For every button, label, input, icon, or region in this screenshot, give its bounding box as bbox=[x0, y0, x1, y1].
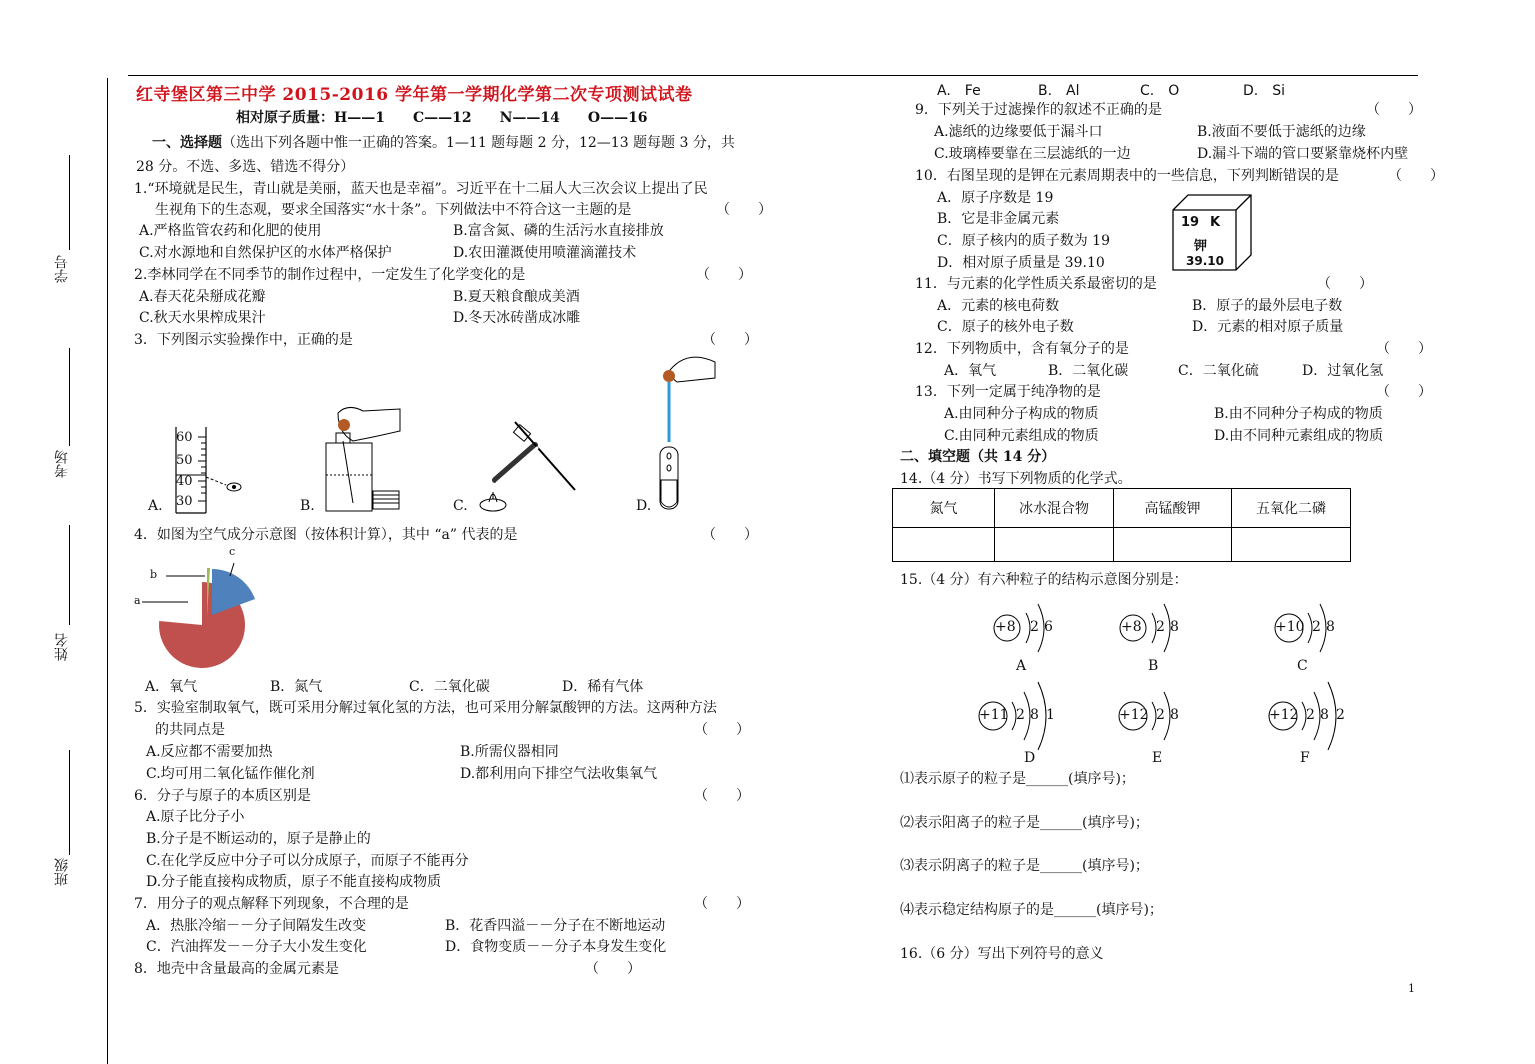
heating-test-tube-image bbox=[475, 420, 580, 515]
q14-header-row bbox=[893, 489, 1351, 528]
class-label: 班级 bbox=[54, 858, 70, 886]
particle-c-shell-2: 8 bbox=[1326, 619, 1335, 635]
q15-stem: 15.（4 分）有六种粒子的结构示意图分别是： bbox=[900, 572, 1188, 588]
q9-option-d: D.漏斗下端的管口要紧靠烧杯内壁 bbox=[1197, 146, 1409, 162]
q13-option-a: A.由同种分子构成的物质 bbox=[944, 406, 1099, 422]
particle-f-shell-3: 2 bbox=[1336, 707, 1345, 723]
q5-option-a: A.反应都不需要加热 bbox=[146, 744, 273, 760]
particle-d-shell-2: 8 bbox=[1030, 707, 1039, 723]
q7-stem: 7．用分子的观点解释下列现象，不合理的是 bbox=[134, 896, 409, 912]
q8-answer-paren: （ ） bbox=[585, 961, 641, 977]
q2-option-c: C.秋天水果榨成果汁 bbox=[139, 310, 266, 326]
q1-option-d: D.农田灌溉使用喷灌滴灌技术 bbox=[453, 245, 637, 261]
particle-diagram-f bbox=[1266, 680, 1356, 768]
q8-stem: 8．地壳中含量最高的金属元素是 bbox=[134, 961, 339, 977]
q8-option-b: B. Al bbox=[1038, 83, 1080, 99]
cube-atomic-number: 19 bbox=[1181, 215, 1200, 230]
pie-label-b: b bbox=[150, 568, 158, 581]
room-label: 考场 bbox=[54, 450, 70, 478]
q12-option-d: D．过氧化氢 bbox=[1302, 363, 1384, 379]
particle-e-nucleus: +12 bbox=[1119, 707, 1149, 723]
q13-option-d: D.由不同种元素组成的物质 bbox=[1214, 428, 1384, 444]
q8-option-a: A. Fe bbox=[937, 83, 981, 99]
q14-stem: 14.（4 分）书写下列物质的化学式。 bbox=[900, 471, 1132, 487]
q5-stem-2: 的共同点是 bbox=[155, 722, 225, 738]
particle-f-label: F bbox=[1300, 750, 1310, 766]
q8-option-c: C. O bbox=[1140, 83, 1180, 99]
q2-option-b: B.夏天粮食酿成美酒 bbox=[453, 289, 580, 305]
q2-answer-paren: （ ） bbox=[696, 267, 752, 283]
q14-header-ice-water: 冰水混合物 bbox=[995, 489, 1114, 528]
cube-symbol: K bbox=[1210, 215, 1221, 230]
q1-option-c: C.对水源地和自然保护区的水体严格保护 bbox=[139, 245, 392, 261]
particle-e-shell-1: 2 bbox=[1156, 707, 1165, 723]
q10-stem: 10．右图呈现的是钾在元素周期表中的一些信息，下列判断错误的是 bbox=[915, 168, 1339, 184]
air-composition-pie bbox=[130, 545, 280, 675]
q11-stem: 11．与元素的化学性质关系最密切的是 bbox=[915, 276, 1157, 292]
q11-option-a: A．元素的核电荷数 bbox=[937, 298, 1060, 314]
q1-option-a: A.严格监管农药和化肥的使用 bbox=[139, 223, 322, 239]
q11-option-d: D．元素的相对原子质量 bbox=[1192, 319, 1344, 335]
q12-option-a: A．氧气 bbox=[944, 363, 997, 379]
particle-a-shell-2: 6 bbox=[1044, 619, 1053, 635]
q5-option-c: C.均可用二氧化锰作催化剂 bbox=[146, 766, 315, 782]
pie-label-a: a bbox=[134, 594, 141, 607]
q3-stem: 3．下列图示实验操作中，正确的是 bbox=[134, 332, 353, 348]
q1-answer-paren: （ ） bbox=[716, 202, 772, 218]
q7-option-b: B．花香四溢－－分子在不断地运动 bbox=[445, 918, 666, 934]
q1-stem-1: 1.“环境就是民生，青山就是美丽，蓝天也是幸福”。习近平在十二届人大三次会议上提出了民 bbox=[134, 181, 708, 197]
q13-option-b: B.由不同种分子构成的物质 bbox=[1214, 406, 1383, 422]
particle-f-shell-2: 8 bbox=[1320, 707, 1329, 723]
q14-header-kmno4: 高锰酸钾 bbox=[1114, 489, 1232, 528]
q15-sub-4: ⑷表示稳定结构原子的是______(填序号)； bbox=[900, 902, 1163, 918]
q14-answer-cell-p2o5[interactable] bbox=[1232, 528, 1351, 562]
q13-option-c: C.由同种元素组成的物质 bbox=[944, 428, 1099, 444]
q5-answer-paren: （ ） bbox=[694, 722, 750, 738]
q14-header-nitrogen: 氮气 bbox=[893, 489, 995, 528]
q7-option-a: A．热胀冷缩－－分子间隔发生改变 bbox=[146, 918, 367, 934]
q7-option-c: C．汽油挥发－－分子大小发生变化 bbox=[146, 939, 367, 955]
header-rule bbox=[128, 75, 1418, 76]
room-line bbox=[69, 348, 70, 446]
pie-label-c: c bbox=[229, 545, 236, 558]
q12-stem: 12．下列物质中，含有氧分子的是 bbox=[915, 341, 1129, 357]
particle-diagram-d bbox=[976, 680, 1066, 768]
q5-option-d: D.都利用向下排空气法收集氧气 bbox=[460, 766, 658, 782]
particle-c-label: C bbox=[1297, 658, 1308, 674]
q10-option-d: D．相对原子质量是 39.10 bbox=[937, 255, 1105, 271]
q3-option-b: B. bbox=[300, 498, 315, 514]
q2-stem: 2.李林同学在不同季节的制作过程中，一定发生了化学变化的是 bbox=[134, 267, 526, 283]
q3-option-c: C. bbox=[453, 498, 468, 514]
q4-option-d: D．稀有气体 bbox=[562, 679, 644, 695]
class-line bbox=[69, 750, 70, 855]
q16-stem: 16.（6 分）写出下列符号的意义 bbox=[900, 946, 1104, 962]
q4-option-b: B．氮气 bbox=[270, 679, 323, 695]
q13-answer-paren: （ ） bbox=[1376, 384, 1432, 400]
q3-option-d: D. bbox=[636, 498, 652, 514]
q6-option-b: B.分子是不断运动的，原子是静止的 bbox=[146, 831, 371, 847]
particle-b-label: B bbox=[1148, 658, 1159, 674]
q6-option-c: C.在化学反应中分子可以分成原子，而原子不能再分 bbox=[146, 853, 469, 869]
q10-option-b: B．它是非金属元素 bbox=[937, 211, 1060, 227]
q10-option-c: C．原子核内的质子数为 19 bbox=[937, 233, 1110, 249]
particle-b-shell-2: 8 bbox=[1170, 619, 1179, 635]
q8-option-d: D. Si bbox=[1243, 83, 1286, 99]
particle-diagram-e bbox=[1116, 680, 1196, 768]
q14-answer-cell-kmno4[interactable] bbox=[1114, 528, 1232, 562]
section1-instructions-2: 28 分。不选、多选、错选不得分） bbox=[136, 159, 355, 175]
q2-option-d: D.冬天冰砖凿成冰雕 bbox=[453, 310, 581, 326]
q11-option-c: C．原子的核外电子数 bbox=[937, 319, 1074, 335]
particle-d-nucleus: +11 bbox=[979, 707, 1009, 723]
q5-option-b: B.所需仪器相同 bbox=[460, 744, 559, 760]
cube-atomic-mass: 39.10 bbox=[1186, 254, 1224, 268]
q12-option-b: B．二氧化碳 bbox=[1048, 363, 1129, 379]
q7-answer-paren: （ ） bbox=[694, 896, 750, 912]
section2-title: 二、填空题（共 14 分） bbox=[900, 449, 1056, 465]
q14-answer-cell-ice-water[interactable] bbox=[995, 528, 1114, 562]
q4-option-a: A．氧气 bbox=[145, 679, 198, 695]
q3-answer-paren: （ ） bbox=[702, 332, 758, 348]
particle-b-shell-1: 2 bbox=[1156, 619, 1165, 635]
q6-stem: 6．分子与原子的本质区别是 bbox=[134, 788, 311, 804]
q9-option-c: C.玻璃棒要靠在三层滤纸的一边 bbox=[934, 146, 1131, 162]
q4-stem: 4．如图为空气成分示意图（按体积计算），其中 “a” 代表的是 bbox=[134, 527, 518, 543]
q9-stem: 9．下列关于过滤操作的叙述不正确的是 bbox=[915, 102, 1162, 118]
atomic-mass-line: 相对原子质量：H——1 C——12 N——14 O——16 bbox=[236, 110, 648, 126]
name-line bbox=[69, 525, 70, 625]
particle-a-shell-1: 2 bbox=[1030, 619, 1039, 635]
q12-option-c: C．二氧化硫 bbox=[1178, 363, 1259, 379]
q15-sub-3: ⑶表示阴离子的粒子是______(填序号)； bbox=[900, 858, 1149, 874]
reagent-bottle-image bbox=[318, 403, 403, 515]
q5-stem-1: 5．实验室制取氧气，既可采用分解过氧化氢的方法，也可采用分解氯酸钾的方法。这两种方法 bbox=[134, 700, 717, 716]
q7-option-d: D．食物变质－－分子本身发生变化 bbox=[445, 939, 667, 955]
particle-diagram-a bbox=[990, 598, 1060, 678]
dropper-test-tube-image bbox=[655, 352, 720, 514]
q1-option-b: B.富含氮、磷的生活污水直接排放 bbox=[453, 223, 664, 239]
q11-option-b: B．原子的最外层电子数 bbox=[1192, 298, 1343, 314]
q10-option-a: A．原子序数是 19 bbox=[937, 190, 1054, 206]
q14-answer-cell-nitrogen[interactable] bbox=[893, 528, 995, 562]
particle-c-shell-1: 2 bbox=[1312, 619, 1321, 635]
particle-a-label: A bbox=[1016, 658, 1027, 674]
particle-d-shell-1: 2 bbox=[1016, 707, 1025, 723]
section1-title: 一、选择题 bbox=[152, 135, 222, 151]
cyl-tick-60: 60 bbox=[176, 430, 193, 445]
q6-answer-paren: （ ） bbox=[694, 788, 750, 804]
seat-line bbox=[69, 155, 70, 250]
section1-header bbox=[152, 132, 735, 152]
q15-sub-1: ⑴表示原子的粒子是______(填序号)； bbox=[900, 771, 1135, 787]
exam-title: 红寺堡区第三中学 2015-2016 学年第一学期化学第二次专项测试试卷 bbox=[136, 85, 693, 105]
q1-stem-2: 生视角下的生态观，要求全国落实“水十条”。下列做法中不符合这一主题的是 bbox=[155, 202, 632, 218]
particle-e-shell-2: 8 bbox=[1170, 707, 1179, 723]
particle-a-nucleus: +8 bbox=[995, 619, 1016, 635]
particle-f-nucleus: +12 bbox=[1269, 707, 1299, 723]
particle-d-label: D bbox=[1024, 750, 1036, 766]
q4-answer-paren: （ ） bbox=[702, 527, 758, 543]
q14-formula-table bbox=[892, 488, 1351, 562]
q13-stem: 13．下列一定属于纯净物的是 bbox=[915, 384, 1101, 400]
q14-answer-row bbox=[893, 528, 1351, 562]
q15-sub-2: ⑵表示阳离子的粒子是______(填序号)； bbox=[900, 815, 1149, 831]
q9-option-b: B.液面不要低于滤纸的边缘 bbox=[1197, 124, 1366, 140]
cube-element-name: 钾 bbox=[1194, 239, 1208, 254]
particle-e-label: E bbox=[1152, 750, 1163, 766]
binding-line bbox=[107, 78, 108, 1064]
q6-option-a: A.原子比分子小 bbox=[146, 809, 245, 825]
q11-answer-paren: （ ） bbox=[1317, 276, 1373, 292]
q10-answer-paren: （ ） bbox=[1388, 168, 1444, 184]
name-label: 姓名 bbox=[54, 633, 70, 661]
q9-option-a: A.滤纸的边缘要低于漏斗口 bbox=[934, 124, 1103, 140]
particle-b-nucleus: +8 bbox=[1121, 619, 1142, 635]
section1-instructions: （选出下列各题中惟一正确的答案。1—11 题每题 2 分，12—13 题每题 3 分，共 bbox=[222, 135, 735, 151]
particle-c-nucleus: +10 bbox=[1275, 619, 1305, 635]
q14-header-p2o5: 五氧化二磷 bbox=[1232, 489, 1351, 528]
particle-diagram-c bbox=[1272, 598, 1342, 678]
q6-option-d: D.分子能直接构成物质，原子不能直接构成物质 bbox=[146, 874, 442, 890]
cyl-tick-50: 50 bbox=[176, 453, 193, 468]
particle-d-shell-3: 1 bbox=[1046, 707, 1055, 723]
seat-label: 学号 bbox=[54, 255, 70, 283]
cyl-tick-40: 40 bbox=[176, 474, 193, 489]
particle-diagram-b bbox=[1118, 598, 1188, 678]
q9-answer-paren: （ ） bbox=[1366, 102, 1422, 118]
cyl-tick-30: 30 bbox=[176, 494, 193, 509]
q4-option-c: C．二氧化碳 bbox=[409, 679, 490, 695]
page-number: 1 bbox=[1408, 982, 1415, 995]
q3-option-a: A. bbox=[148, 498, 163, 514]
q2-option-a: A.春天花朵掰成花瓣 bbox=[139, 289, 266, 305]
q12-answer-paren: （ ） bbox=[1376, 341, 1432, 357]
particle-f-shell-1: 2 bbox=[1306, 707, 1315, 723]
